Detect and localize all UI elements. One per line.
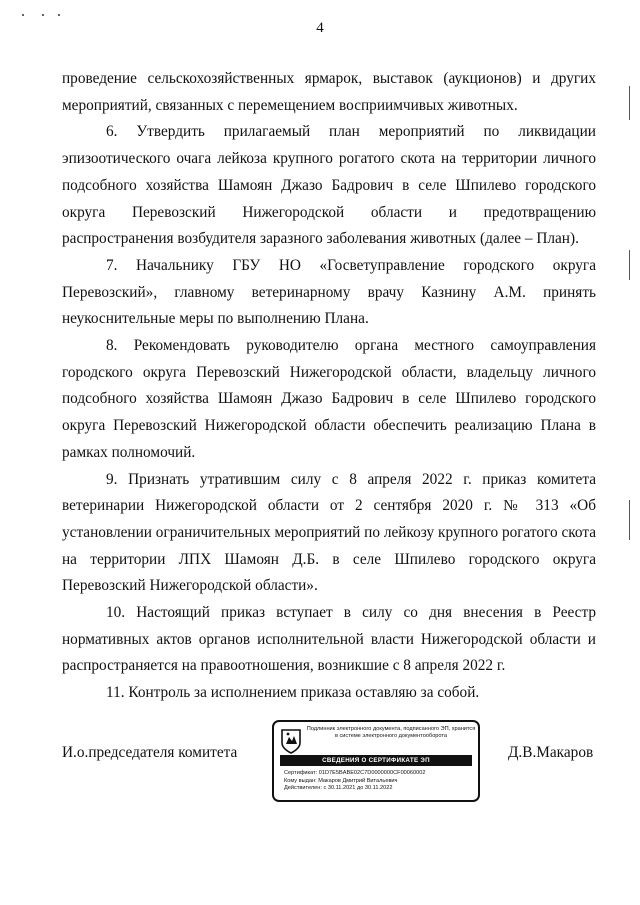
stamp-valid: Действителен: с 30.11.2021 до 30.11.2022	[284, 785, 393, 792]
stamp-certificate: Сертификат: 01D7E5BABE02C7D0000000CF00060002	[284, 770, 426, 776]
paragraph-item-7: 7. Начальнику ГБУ НО «Госветуправление городского округа Перевозский», главному ветеринарному врачу Казнину А.М. принять неукоснительные меры по выполнению Плана.	[62, 256, 596, 328]
document-body	[62, 66, 596, 707]
page-number: 4	[316, 20, 324, 36]
signer-name: Д.В.Макаров	[508, 744, 594, 761]
scan-edge-mark	[629, 250, 630, 280]
paragraph-continuation: проведение сельскохозяйственных ярмарок, выставок (аукционов) и других мероприятий, связанных с перемещением восприимчивых животных.	[62, 70, 596, 114]
scan-edge-mark	[629, 500, 630, 540]
paragraph-item-10: 10. Настоящий приказ вступает в силу со дня внесения в Реестр нормативных актов органов исполнительной власти Нижегородской области и распространяется на правоотношения, возникшие с 8 апреля 2022 г.	[62, 604, 596, 675]
stamp-details	[284, 770, 474, 793]
signer-title: И.о.председателя комитета	[62, 744, 238, 761]
stamp-header: Подлинник электронного документа, подписанного ЭП, хранится в системе электронного документооборота	[306, 726, 476, 739]
signature-block	[0, 720, 640, 810]
coat-of-arms-icon	[280, 728, 302, 754]
scan-speck	[58, 14, 60, 16]
e-signature-stamp	[272, 720, 480, 802]
stamp-issued-to: Кому выдан: Макаров Дмитрий Витальевич	[284, 777, 398, 784]
paragraph-item-8: 8. Рекомендовать руководителю органа местного самоуправления городского округа Перевозский Нижегородской области, владельцу личного подсобного хозяйства Шамоян Джазо Бадрович в селе Шпилево городского округа Перевозский Нижегородской области обеспечить реализацию Плана в рамках полномочий.	[62, 337, 596, 461]
scan-edge-mark	[629, 86, 630, 120]
scan-speck	[42, 14, 44, 16]
stamp-title-bar: СВЕДЕНИЯ О СЕРТИФИКАТЕ ЭП	[280, 755, 472, 766]
scan-speck	[22, 14, 24, 16]
paragraph-item-6: 6. Утвердить прилагаемый план мероприятий по ликвидации эпизоотического очага лейкоза крупного рогатого скота на территории личного подсобного хозяйства Шамоян Джазо Бадрович в селе Шпилево городского округа Перевозский Нижегородской области и предотвращению распространения возбудителя заразного заболевания животных (далее – План).	[62, 123, 596, 248]
paragraph-item-9: 9. Признать утратившим силу с 8 апреля 2022 г. приказ комитета ветеринарии Нижегородской области от 2 сентября 2020 г. № 313 «Об установлении ограничительных мероприятий по лейкозу крупного рогатого скота на территории ЛПХ Шамоян Д.Б. в селе Шпилево городского округа Перевозский Нижегородской области».	[62, 470, 596, 595]
paragraph-item-11: 11. Контроль за исполнением приказа оставляю за собой.	[106, 684, 480, 702]
